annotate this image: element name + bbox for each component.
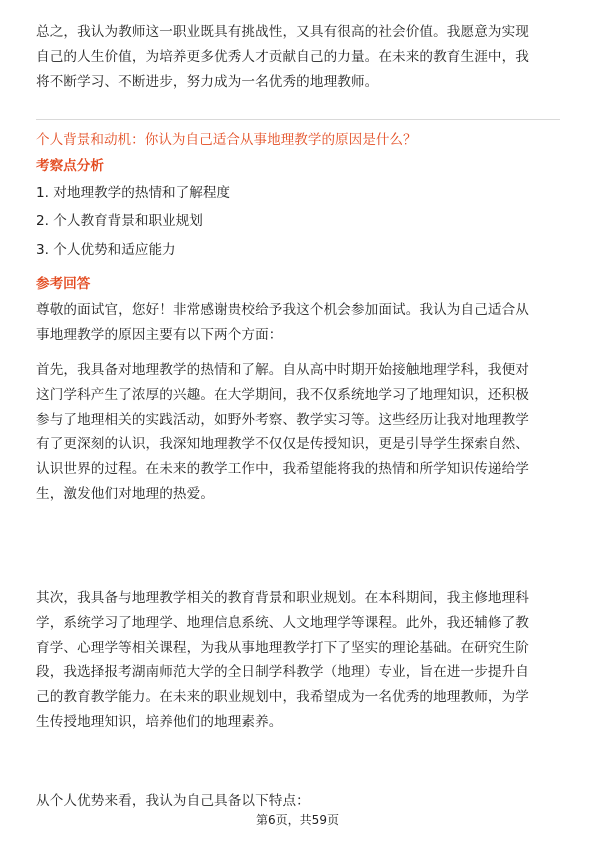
page-number: 第6页，共59页 (256, 813, 339, 827)
interview-question: 个人背景和动机：你认为自己适合从事地理教学的原因是什么？ (36, 132, 417, 148)
answer-line: 尊敬的面试官，您好！非常感谢贵校给予我这个机会参加面试。我认为自己适合从 (36, 302, 529, 318)
intro-paragraph (36, 20, 560, 94)
answer-line: 从个人优势来看，我认为自己具备以下特点： (36, 793, 310, 809)
answer-line: 己的教育教学能力。在未来的职业规划中，我希望成为一名优秀的地理教师，为学 (36, 689, 529, 706)
answer-line: 生，激发他们对地理的热爱。 (36, 485, 215, 502)
answer-line: 学，系统学习了地理学、地理信息系统、人文地理学等课程。此外，我还辅修了教 (36, 614, 529, 631)
answer-first-paragraph (36, 358, 560, 507)
answer-line: 生传授地理知识，培养他们的地理素养。 (36, 713, 283, 730)
answer-line: 段，我选择报考湖南师范大学的全日制学科教学（地理）专业，旨在进一步提升自 (36, 664, 529, 681)
answer-second-paragraph (36, 586, 560, 735)
answer-line: 事地理教学的原因主要有以下两个方面： (36, 326, 283, 343)
intro-line: 将不断学习、不断进步，努力成为一名优秀的地理教师。 (36, 73, 379, 90)
answer-opening-paragraph (36, 298, 560, 348)
analysis-item-1: 1. 对地理教学的热情和了解程度 (36, 185, 231, 201)
answer-line: 其次，我具备与地理教学相关的教育背景和职业规划。在本科期间，我主修地理科 (36, 590, 529, 606)
answer-heading: 参考回答 (36, 276, 91, 292)
answer-third-paragraph (36, 789, 560, 814)
intro-line: 自己的人生价值，为培养更多优秀人才贡献自己的力量。在未来的教育生涯中，我 (36, 48, 529, 65)
analysis-item-3: 3. 个人优势和适应能力 (36, 242, 176, 258)
analysis-item-2: 2. 个人教育背景和职业规划 (36, 213, 203, 229)
section-divider (36, 119, 560, 120)
answer-line: 育学、心理学等相关课程，为我从事地理教学打下了坚实的理论基础。在研究生阶 (36, 639, 529, 656)
answer-line: 参与了地理相关的实践活动，如野外考察、教学实习等。这些经历让我对地理教学 (36, 411, 529, 428)
answer-line: 首先，我具备对地理教学的热情和了解。自从高中时期开始接触地理学科，我便对 (36, 362, 529, 378)
answer-line: 这门学科产生了浓厚的兴趣。在大学期间，我不仅系统地学习了地理知识，还积极 (36, 386, 529, 403)
analysis-heading: 考察点分析 (36, 158, 104, 174)
answer-line: 有了更深刻的认识，我深知地理教学不仅仅是传授知识，更是引导学生探索自然、 (36, 436, 529, 453)
answer-line: 认识世界的过程。在未来的教学工作中，我希望能将我的热情和所学知识传递给学 (36, 461, 529, 478)
intro-line: 总之，我认为教师这一职业既具有挑战性，又具有很高的社会价值。我愿意为实现 (36, 24, 529, 40)
